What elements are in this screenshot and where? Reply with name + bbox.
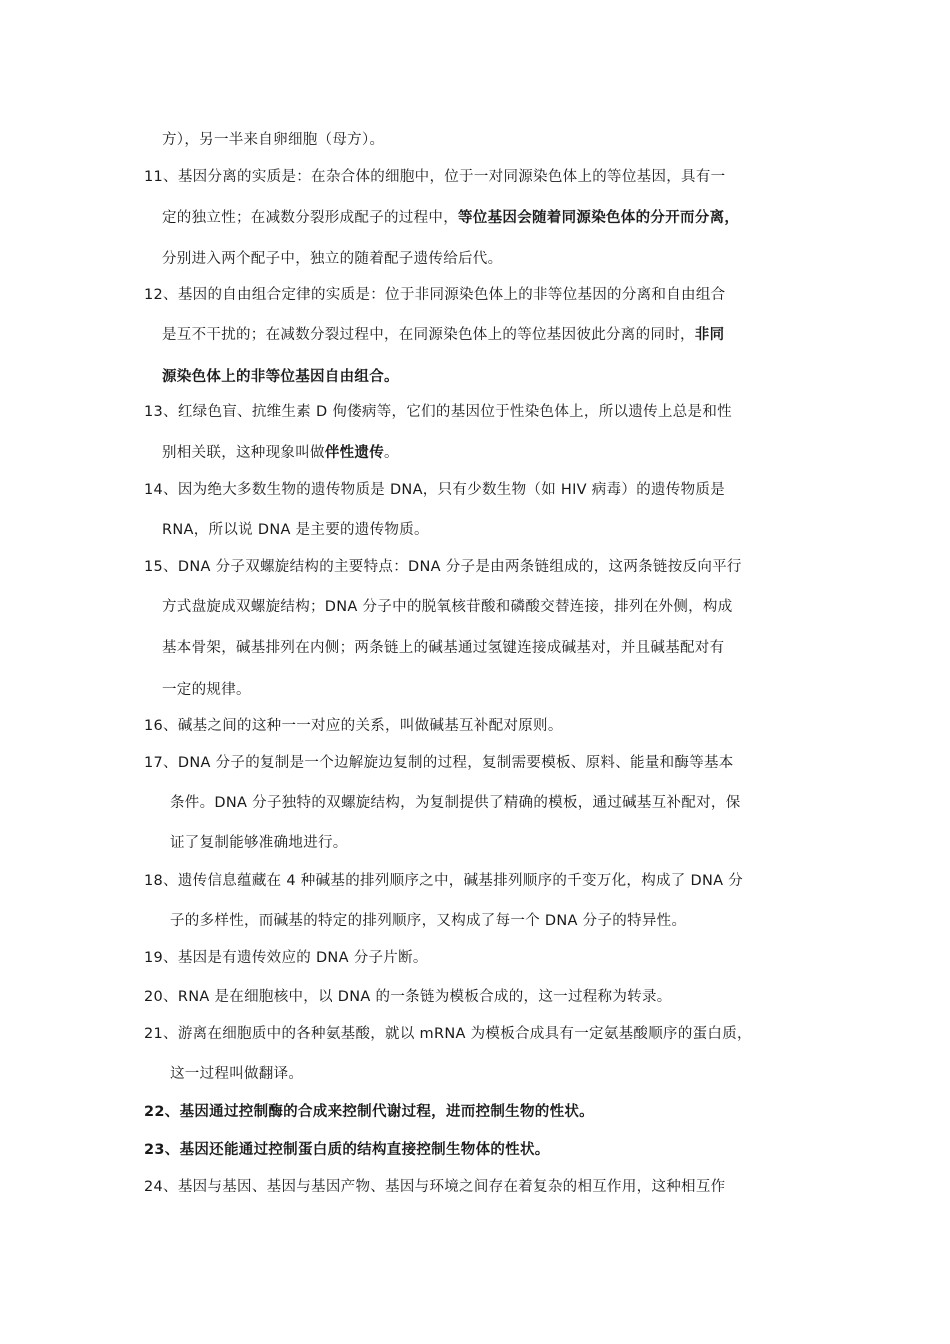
text-line <box>144 402 732 422</box>
text-segment: 证了复制能够准确地进行。 <box>170 835 348 851</box>
text-segment: 。 <box>384 445 399 461</box>
text-segment: 方式盘旋成双螺旋结构；DNA 分子中的脱氧核苷酸和磷酸交替连接，排列在外侧，构成 <box>162 599 733 615</box>
text-segment: 这一过程叫做翻译。 <box>170 1066 304 1082</box>
text-segment: 条件。DNA 分子独特的双螺旋结构，为复制提供了精确的模板，通过碱基互补配对，保 <box>170 795 741 811</box>
text-line <box>170 793 741 813</box>
text-segment: 13、红绿色盲、抗维生素 D 佝偻病等，它们的基因位于性染色体上，所以遗传上总是和性 <box>144 404 732 420</box>
text-line <box>162 520 429 540</box>
text-line <box>144 285 725 305</box>
bold-text-segment: 源染色体上的非等位基因自由组合。 <box>162 369 399 385</box>
text-line <box>144 716 563 736</box>
text-segment: 19、基因是有遗传效应的 DNA 分子片断。 <box>144 950 428 966</box>
text-segment: 方），另一半来自卵细胞（母方）。 <box>162 132 385 148</box>
text-line <box>162 367 399 387</box>
bold-text-segment: 伴性遗传 <box>324 445 385 461</box>
text-line <box>162 208 739 228</box>
text-line <box>144 1177 725 1197</box>
text-line <box>162 638 724 658</box>
text-segment: 12、基因的自由组合定律的实质是：位于非同源染色体上的非等位基因的分离和自由组合 <box>144 287 726 303</box>
text-line <box>144 1140 550 1160</box>
bold-text-segment: 22、基因通过控制酶的合成来控制代谢过程，进而控制生物的性状。 <box>144 1104 594 1120</box>
text-line <box>162 249 502 269</box>
text-line <box>144 557 742 577</box>
text-line <box>144 871 743 891</box>
text-segment: 基本骨架，碱基排列在内侧；两条链上的碱基通过氢键连接成碱基对，并且碱基配对有 <box>162 640 725 656</box>
text-segment: 15、DNA 分子双螺旋结构的主要特点：DNA 分子是由两条链组成的，这两条链按反向平行 <box>144 559 742 575</box>
text-line <box>170 1064 303 1084</box>
text-segment: 定的独立性；在减数分裂形成配子的过程中， <box>162 210 458 226</box>
text-line <box>162 130 384 150</box>
text-segment: 18、遗传信息蕴藏在 4 种碱基的排列顺序之中，碱基排列顺序的千变万化，构成了 DNA 分 <box>144 873 744 889</box>
text-line <box>162 325 724 345</box>
text-segment: 别相关联，这种现象叫做 <box>162 445 325 461</box>
text-line <box>162 680 251 700</box>
text-segment: 17、DNA 分子的复制是一个边解旋边复制的过程，复制需要模板、原料、能量和酶等基本 <box>144 755 734 771</box>
text-line <box>144 753 734 773</box>
bold-text-segment: 等位基因会随着同源染色体的分开而分离， <box>458 210 740 226</box>
text-segment: 一定的规律。 <box>162 682 251 698</box>
text-line <box>144 987 672 1007</box>
text-line <box>144 1102 594 1122</box>
bold-text-segment: 23、基因还能通过控制蛋白质的结构直接控制生物体的性状。 <box>144 1142 550 1158</box>
text-segment: 11、基因分离的实质是：在杂合体的细胞中，位于一对同源染色体上的等位基因，具有一 <box>144 169 726 185</box>
text-segment: 21、游离在细胞质中的各种氨基酸，就以 mRNA 为模板合成具有一定氨基酸顺序的蛋白质， <box>144 1026 752 1042</box>
text-segment: 是互不干扰的；在减数分裂过程中，在同源染色体上的等位基因彼此分离的同时， <box>162 327 695 343</box>
text-segment: 14、因为绝大多数生物的遗传物质是 DNA，只有少数生物（如 HIV 病毒）的遗传物质是 <box>144 482 726 498</box>
text-segment: 子的多样性，而碱基的特定的排列顺序，又构成了每一个 DNA 分子的特异性。 <box>170 913 687 929</box>
text-segment: 16、碱基之间的这种一一对应的关系，叫做碱基互补配对原则。 <box>144 718 563 734</box>
text-segment: 20、RNA 是在细胞核中，以 DNA 的一条链为模板合成的，这一过程称为转录。 <box>144 989 672 1005</box>
text-segment: 分别进入两个配子中，独立的随着配子遗传给后代。 <box>162 251 503 267</box>
text-line <box>162 443 399 463</box>
text-line <box>144 480 725 500</box>
text-line <box>162 597 733 617</box>
text-segment: RNA，所以说 DNA 是主要的遗传物质。 <box>162 522 429 538</box>
text-line <box>144 1024 752 1044</box>
text-line <box>170 911 686 931</box>
text-line <box>144 167 725 187</box>
text-line <box>144 948 428 968</box>
bold-text-segment: 非同 <box>694 327 725 343</box>
text-segment: 24、基因与基因、基因与基因产物、基因与环境之间存在着复杂的相互作用，这种相互作 <box>144 1179 726 1195</box>
text-line <box>170 833 348 853</box>
